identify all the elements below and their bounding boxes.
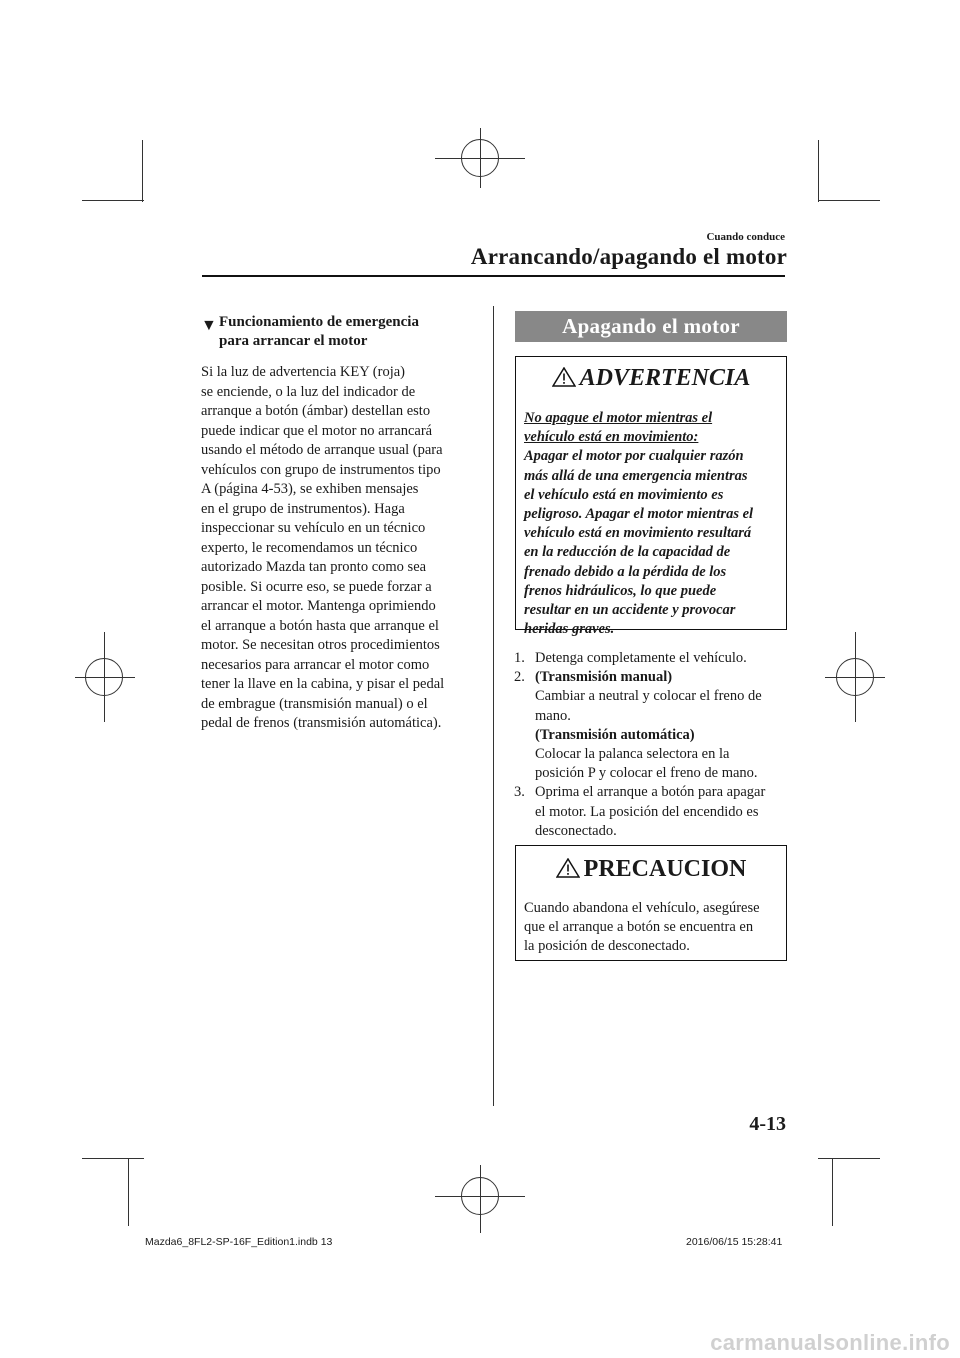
caution-line: que el arranque a botón se encuentra en bbox=[524, 919, 754, 936]
caution-text bbox=[524, 899, 786, 957]
column-divider bbox=[493, 306, 494, 1106]
footer-filename: Mazda6_8FL2-SP-16F_Edition1.indb 13 bbox=[145, 1236, 333, 1248]
step-number: 1. bbox=[514, 650, 525, 666]
paragraph-line: experto, le recomendamos un técnico bbox=[201, 539, 418, 556]
warning-line: en la reducción de la capacidad de bbox=[524, 544, 731, 561]
paragraph-line: se enciende, o la luz del indicador de bbox=[201, 383, 416, 400]
paragraph-line: puede indicar que el motor no arrancará bbox=[201, 422, 433, 439]
caution-box bbox=[515, 845, 787, 961]
paragraph-line: pedal de frenos (transmisión automática). bbox=[201, 715, 442, 731]
paragraph-line: A (página 4-53), se exhiben mensajes bbox=[201, 481, 419, 497]
subsection-heading-line1: Funcionamiento de emergencia bbox=[219, 314, 419, 330]
watermark: carmanualsonline.info bbox=[710, 1330, 950, 1355]
warning-line: frenos hidráulicos, lo que puede bbox=[524, 582, 717, 599]
paragraph-line: usando el método de arranque usual (para bbox=[201, 442, 443, 458]
caution-line: Cuando abandona el vehículo, asegúrese bbox=[524, 900, 760, 916]
warning-line: peligroso. Apagar el motor mientras el bbox=[524, 506, 754, 523]
warning-heading bbox=[516, 365, 786, 392]
step-2 bbox=[514, 668, 788, 783]
step-text: Oprima el arranque a botón para apagar bbox=[535, 784, 766, 801]
step-3 bbox=[514, 783, 788, 841]
triangle-down-icon: ▼ bbox=[201, 317, 217, 334]
warning-underlined-line: vehículo está en movimiento: bbox=[524, 429, 699, 446]
caution-line: la posición de desconectado. bbox=[524, 938, 690, 955]
page-number: 4-13 bbox=[749, 1113, 786, 1135]
warning-triangle-icon bbox=[552, 367, 576, 387]
step-number: 2. bbox=[514, 669, 525, 686]
paragraph-line: Si la luz de advertencia KEY (roja) bbox=[201, 364, 405, 380]
paragraph-line: autorizado Mazda tan pronto como sea bbox=[201, 559, 427, 575]
page-title: Arrancando/apagando el motor bbox=[470, 244, 787, 269]
paragraph-line: arranque a botón (ámbar) destellan esto bbox=[201, 403, 431, 419]
warning-line: vehículo está en movimiento resultará bbox=[524, 525, 752, 542]
warning-line: Apagar el motor por cualquier razón bbox=[524, 448, 744, 465]
warning-line: más allá de una emergencia mientras bbox=[524, 467, 748, 484]
step-1 bbox=[514, 649, 788, 668]
step-text: mano. bbox=[535, 707, 571, 724]
paragraph-line: el arranque a botón hasta que arranque el bbox=[201, 617, 439, 634]
shutdown-steps bbox=[514, 649, 788, 841]
step-text: Colocar la palanca selectora en la bbox=[535, 746, 730, 763]
warning-line: frenado debido a la pérdida de los bbox=[524, 563, 727, 580]
paragraph-line: posible. Si ocurre eso, se puede forzar a bbox=[201, 578, 432, 595]
paragraph-line: necesarios para arrancar el motor como bbox=[201, 656, 430, 673]
warning-line: heridas graves. bbox=[524, 621, 615, 638]
footer-timestamp: 2016/06/15 15:28:41 bbox=[686, 1236, 783, 1248]
subsection-heading bbox=[201, 313, 481, 351]
step-text: posición P y colocar el freno de mano. bbox=[535, 765, 758, 782]
warning-underlined-line: No apague el motor mientras el bbox=[524, 410, 713, 426]
subsection-heading-line2: para arrancar el motor bbox=[219, 333, 368, 349]
step-text: Detenga completamente el vehículo. bbox=[535, 650, 747, 666]
caution-heading-text: PRECAUCION bbox=[583, 856, 747, 882]
warning-line: resultar en un accidente y provocar bbox=[524, 602, 736, 619]
step-number: 3. bbox=[514, 784, 525, 801]
paragraph-line: tener la llave en la cabina, y pisar el pedal bbox=[201, 676, 445, 692]
paragraph-line: vehículos con grupo de instrumentos tipo bbox=[201, 461, 441, 478]
step-subheading-automatic: (Transmisión automática) bbox=[535, 726, 695, 743]
section-label: Cuando conduce bbox=[706, 231, 785, 243]
emergency-start-paragraph bbox=[201, 363, 483, 734]
paragraph-line: de embrague (transmisión manual) o el bbox=[201, 695, 428, 712]
header-rule bbox=[202, 275, 785, 277]
paragraph-line: en el grupo de instrumentos). Haga bbox=[201, 500, 405, 517]
paragraph-line: arrancar el motor. Mantenga oprimiendo bbox=[201, 598, 436, 614]
step-subheading-manual: (Transmisión manual) bbox=[535, 669, 673, 686]
warning-triangle-icon bbox=[556, 858, 580, 878]
caution-heading bbox=[516, 856, 786, 883]
step-text: desconectado. bbox=[535, 822, 617, 839]
step-text: Cambiar a neutral y colocar el freno de bbox=[535, 688, 762, 705]
warning-box bbox=[515, 356, 787, 638]
warning-line: el vehículo está en movimiento es bbox=[524, 486, 724, 503]
paragraph-line: motor. Se necesitan otros procedimientos bbox=[201, 637, 440, 653]
paragraph-line: inspeccionar su vehículo en un técnico bbox=[201, 520, 426, 536]
section-banner: Apagando el motor bbox=[515, 311, 787, 342]
step-text: el motor. La posición del encendido es bbox=[535, 803, 759, 820]
warning-heading-text: ADVERTENCIA bbox=[579, 365, 751, 391]
warning-text bbox=[524, 409, 782, 639]
